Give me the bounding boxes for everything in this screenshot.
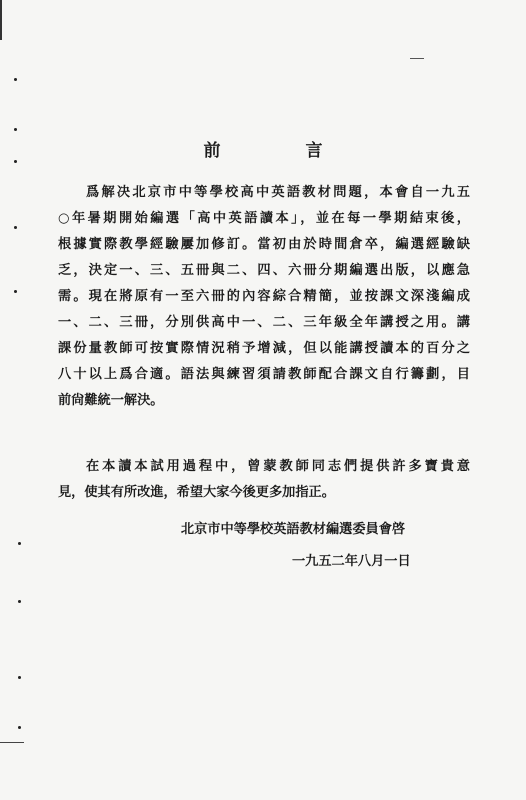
page-title: 前 言 [203, 141, 357, 161]
text-line: 見，使其有所改進，希望大家今後更多加指正。 [58, 485, 335, 500]
binding-hole-dot [14, 78, 17, 81]
signature-date: 一九五二年八月一日 [292, 554, 411, 569]
text-line: 在本讀本試用過程中，曾蒙教師同志們提供許多寶貴意 [86, 459, 470, 474]
text-line: 一、二、三冊，分別供高中一、二、三年級全年講授之用。講 [58, 315, 470, 330]
scan-mark [410, 58, 424, 59]
binding-hole-dot [18, 726, 21, 729]
text-line: 根據實際教學經驗屢加修訂。當初由於時間倉卒，編選經驗缺 [58, 237, 470, 252]
text-line: ○年暑期開始編選「高中英語讀本」，並在每一學期結束後， [58, 211, 470, 226]
binding-hole-dot [14, 290, 17, 293]
text-line: 課份量教師可按實際情況稍予增減，但以能講授讀本的百分之 [58, 341, 470, 356]
scan-mark-bottom [0, 742, 24, 743]
binding-hole-dot [18, 600, 21, 603]
binding-hole-dot [18, 542, 21, 545]
signature-committee: 北京市中等學校英語教材編選委員會啓 [180, 522, 406, 537]
binding-hole-dot [14, 128, 17, 131]
binding-hole-dot [18, 676, 21, 679]
binding-hole-dot [14, 226, 17, 229]
text-line: 爲解决北京市中等學校高中英語教材問題，本會自一九五 [86, 185, 470, 200]
preface-paragraph-2 [58, 454, 470, 506]
text-line: 前尙難統一解決。 [58, 393, 164, 408]
scan-edge-line [0, 0, 2, 40]
preface-paragraph-1 [58, 180, 470, 414]
text-line: 八十以上爲合適。語法與練習須請教師配合課文自行籌劃，目 [58, 367, 470, 382]
text-line: 需。現在將原有一至六冊的內容綜合精簡，並按課文深淺編成 [58, 289, 470, 304]
text-line: 乏，決定一、三、五冊與二、四、六冊分期編選出版，以應急 [58, 263, 470, 278]
